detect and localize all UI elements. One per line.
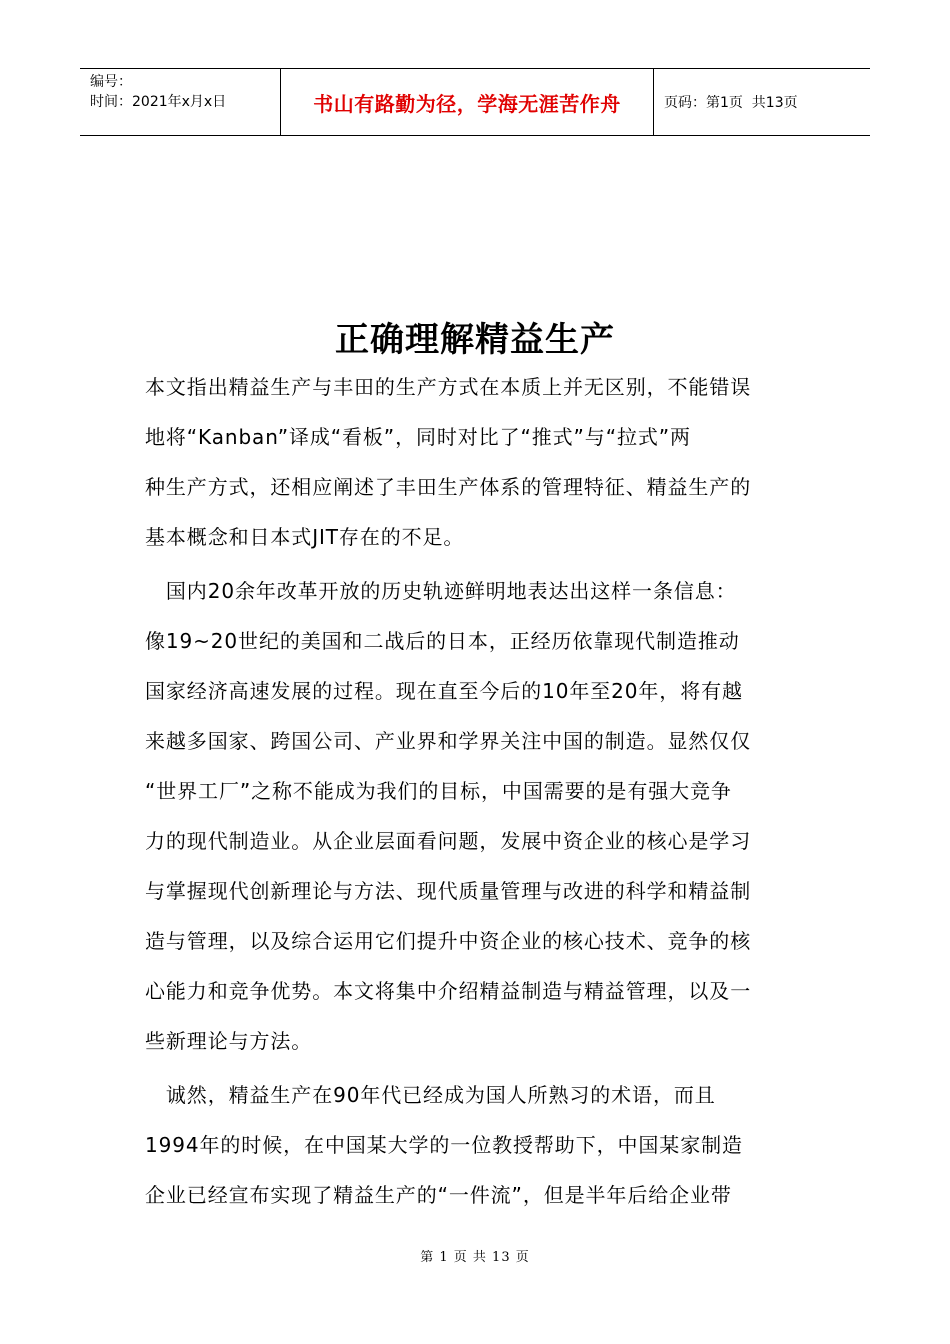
text-line: 来越多国家、跨国公司、产业界和学界关注中国的制造。显然仅仅 [145,729,752,753]
text-line: 些新理论与方法。 [145,1029,313,1053]
text-line: 种生产方式，还相应阐述了丰田生产体系的管理特征、精益生产的 [145,475,752,499]
paragraph-3 [145,1070,815,1220]
text-line: 与掌握现代创新理论与方法、现代质量管理与改进的科学和精益制 [145,879,752,903]
text-line: 本文指出精益生产与丰田的生产方式在本质上并无区别，不能错误 [145,375,752,399]
text-line: 力的现代制造业。从企业层面看问题，发展中资企业的核心是学习 [145,829,752,853]
page-info-text: 页码：第1页 共13页 [664,95,798,111]
document-header [80,68,870,136]
text-line: 心能力和竞争优势。本文将集中介绍精益制造与精益管理，以及一 [145,979,752,1003]
text-line: 1994年的时候，在中国某大学的一位教授帮助下，中国某家制造 [145,1133,743,1157]
text-line: 国内20余年改革开放的历史轨迹鲜明地表达出这样一条信息： [145,579,737,603]
document-date: 时间：2021年x月x日 [90,94,227,110]
text-line: 企业已经宣布实现了精益生产的“一件流”，但是半年后给企业带 [145,1183,732,1207]
document-title: 正确理解精益生产 [335,320,615,360]
text-line: 诚然，精益生产在90年代已经成为国人所熟习的术语，而且 [145,1083,716,1107]
header-meta [80,69,281,135]
document-number-label: 编号： [90,74,132,90]
text-line: 造与管理，以及综合运用它们提升中资企业的核心技术、竞争的核 [145,929,752,953]
page-footer: 第 1 页 共 13 页 [420,1250,530,1265]
text-line: 地将“Kanban”译成“看板”，同时对比了“推式”与“拉式”两 [145,425,691,449]
text-line: 像19~20世纪的美国和二战后的日本，正经历依靠现代制造推动 [145,629,740,653]
header-motto: 书山有路勤为径，学海无涯苦作舟 [281,69,654,135]
text-line: 国家经济高速发展的过程。现在直至今后的10年至20年，将有越 [145,679,743,703]
document-body [145,362,815,1220]
paragraph-2 [145,566,815,1066]
header-page-info [654,69,870,135]
paragraph-abstract [145,362,815,562]
text-line: “世界工厂”之称不能成为我们的目标，中国需要的是有强大竞争 [145,779,732,803]
text-line: 基本概念和日本式JIT存在的不足。 [145,525,465,549]
